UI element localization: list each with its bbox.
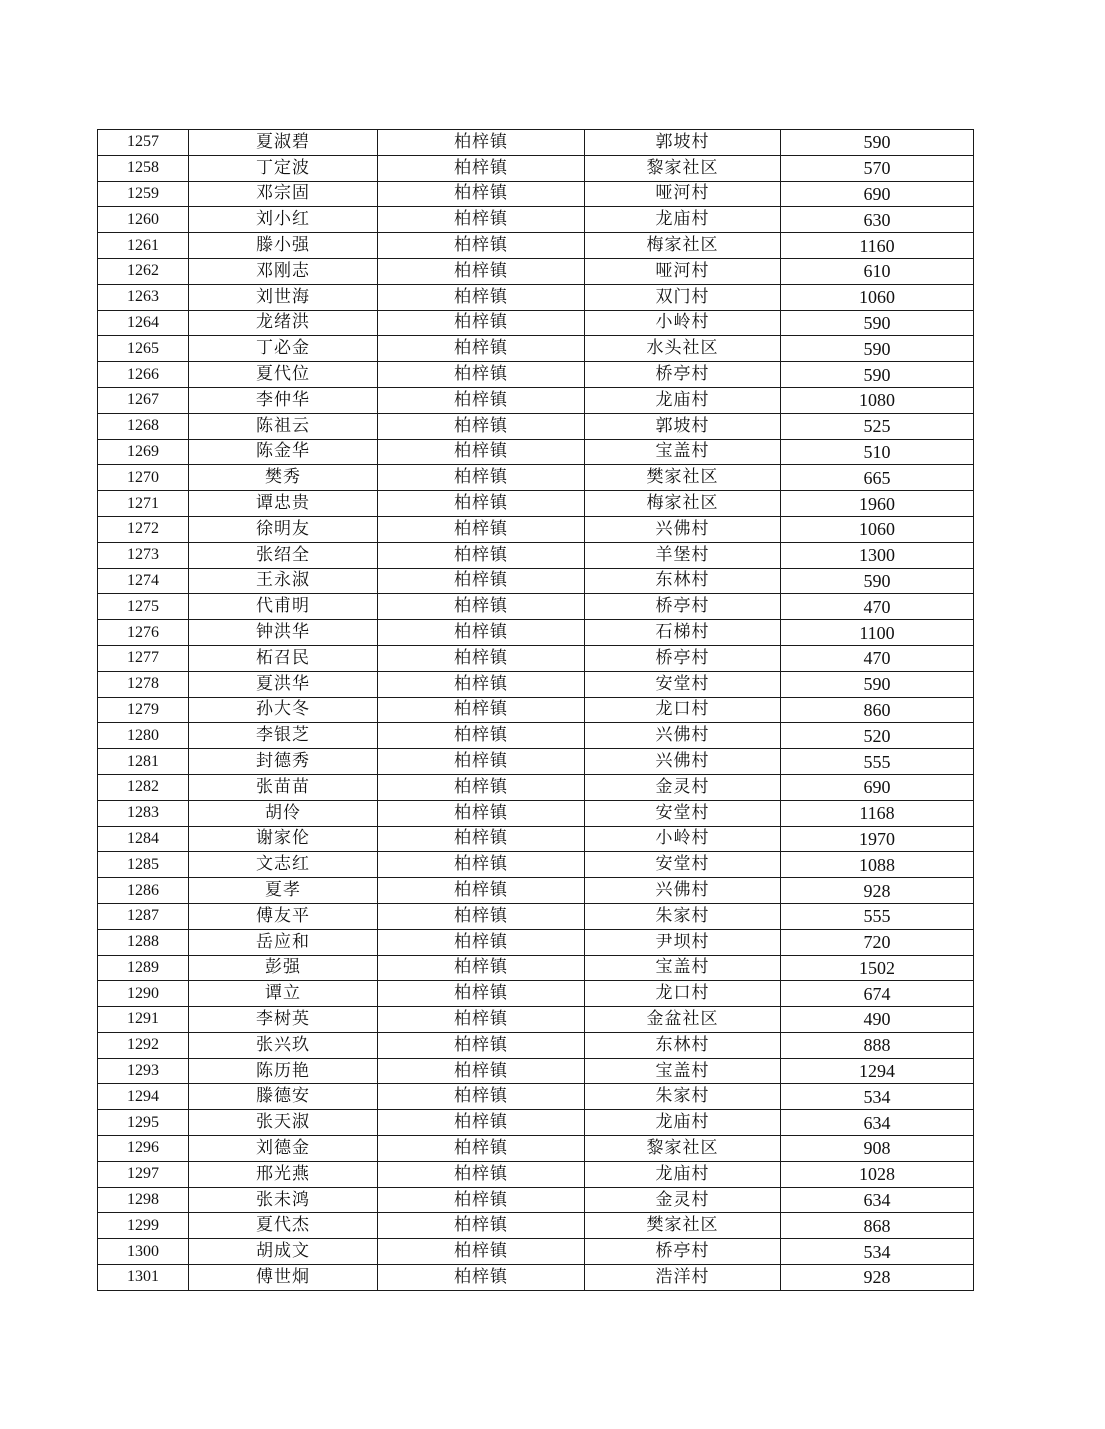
cell-name: 夏代位 xyxy=(189,362,378,388)
cell-village: 樊家社区 xyxy=(585,465,781,491)
cell-amount: 888 xyxy=(781,1032,974,1058)
cell-town: 柏梓镇 xyxy=(378,336,585,362)
cell-amount: 1028 xyxy=(781,1161,974,1187)
cell-amount: 470 xyxy=(781,594,974,620)
cell-town: 柏梓镇 xyxy=(378,1213,585,1239)
cell-amount: 590 xyxy=(781,336,974,362)
cell-amount: 634 xyxy=(781,1187,974,1213)
cell-seq: 1277 xyxy=(98,645,189,671)
cell-name: 李树英 xyxy=(189,1007,378,1033)
cell-seq: 1272 xyxy=(98,516,189,542)
cell-village: 兴佛村 xyxy=(585,516,781,542)
cell-amount: 490 xyxy=(781,1007,974,1033)
table-row xyxy=(98,181,974,207)
cell-name: 谢家伦 xyxy=(189,826,378,852)
cell-town: 柏梓镇 xyxy=(378,413,585,439)
cell-village: 金灵村 xyxy=(585,774,781,800)
cell-town: 柏梓镇 xyxy=(378,491,585,517)
cell-village: 朱家村 xyxy=(585,1084,781,1110)
cell-village: 水头社区 xyxy=(585,336,781,362)
cell-seq: 1274 xyxy=(98,568,189,594)
table-row xyxy=(98,1213,974,1239)
cell-town: 柏梓镇 xyxy=(378,155,585,181)
cell-town: 柏梓镇 xyxy=(378,258,585,284)
cell-seq: 1279 xyxy=(98,697,189,723)
cell-name: 邢光燕 xyxy=(189,1161,378,1187)
table-row xyxy=(98,594,974,620)
cell-amount: 1060 xyxy=(781,516,974,542)
cell-seq: 1267 xyxy=(98,387,189,413)
cell-seq: 1289 xyxy=(98,955,189,981)
table-row xyxy=(98,749,974,775)
cell-town: 柏梓镇 xyxy=(378,1032,585,1058)
cell-name: 谭立 xyxy=(189,981,378,1007)
cell-village: 龙口村 xyxy=(585,981,781,1007)
cell-town: 柏梓镇 xyxy=(378,723,585,749)
cell-town: 柏梓镇 xyxy=(378,878,585,904)
table-row xyxy=(98,155,974,181)
cell-town: 柏梓镇 xyxy=(378,671,585,697)
cell-name: 谭忠贵 xyxy=(189,491,378,517)
table-row xyxy=(98,284,974,310)
cell-seq: 1263 xyxy=(98,284,189,310)
cell-village: 宝盖村 xyxy=(585,1058,781,1084)
cell-seq: 1259 xyxy=(98,181,189,207)
cell-town: 柏梓镇 xyxy=(378,516,585,542)
cell-seq: 1291 xyxy=(98,1007,189,1033)
cell-village: 石梯村 xyxy=(585,620,781,646)
cell-seq: 1299 xyxy=(98,1213,189,1239)
cell-name: 胡伶 xyxy=(189,800,378,826)
table-row xyxy=(98,774,974,800)
cell-village: 桥亭村 xyxy=(585,594,781,620)
cell-amount: 1960 xyxy=(781,491,974,517)
cell-name: 文志红 xyxy=(189,852,378,878)
cell-amount: 570 xyxy=(781,155,974,181)
cell-village: 安堂村 xyxy=(585,671,781,697)
cell-town: 柏梓镇 xyxy=(378,645,585,671)
cell-seq: 1298 xyxy=(98,1187,189,1213)
cell-name: 彭强 xyxy=(189,955,378,981)
cell-name: 夏孝 xyxy=(189,878,378,904)
cell-name: 徐明友 xyxy=(189,516,378,542)
cell-town: 柏梓镇 xyxy=(378,233,585,259)
cell-town: 柏梓镇 xyxy=(378,800,585,826)
table-row xyxy=(98,800,974,826)
table-row xyxy=(98,439,974,465)
cell-village: 浩洋村 xyxy=(585,1265,781,1291)
cell-town: 柏梓镇 xyxy=(378,981,585,1007)
cell-seq: 1269 xyxy=(98,439,189,465)
cell-town: 柏梓镇 xyxy=(378,310,585,336)
cell-amount: 665 xyxy=(781,465,974,491)
cell-village: 东林村 xyxy=(585,568,781,594)
table-row xyxy=(98,645,974,671)
cell-town: 柏梓镇 xyxy=(378,1058,585,1084)
cell-amount: 674 xyxy=(781,981,974,1007)
table-row xyxy=(98,465,974,491)
cell-amount: 1080 xyxy=(781,387,974,413)
cell-village: 安堂村 xyxy=(585,800,781,826)
cell-amount: 630 xyxy=(781,207,974,233)
cell-village: 梅家社区 xyxy=(585,491,781,517)
cell-amount: 928 xyxy=(781,1265,974,1291)
table-row xyxy=(98,723,974,749)
table-row xyxy=(98,1136,974,1162)
cell-village: 宝盖村 xyxy=(585,439,781,465)
cell-name: 夏洪华 xyxy=(189,671,378,697)
cell-town: 柏梓镇 xyxy=(378,362,585,388)
cell-amount: 470 xyxy=(781,645,974,671)
table-row xyxy=(98,413,974,439)
cell-amount: 590 xyxy=(781,130,974,156)
cell-village: 东林村 xyxy=(585,1032,781,1058)
cell-name: 代甫明 xyxy=(189,594,378,620)
cell-amount: 1168 xyxy=(781,800,974,826)
cell-amount: 928 xyxy=(781,878,974,904)
cell-seq: 1270 xyxy=(98,465,189,491)
table-body xyxy=(98,130,974,1291)
cell-seq: 1258 xyxy=(98,155,189,181)
cell-seq: 1301 xyxy=(98,1265,189,1291)
cell-town: 柏梓镇 xyxy=(378,697,585,723)
cell-name: 封德秀 xyxy=(189,749,378,775)
cell-village: 桥亭村 xyxy=(585,645,781,671)
cell-town: 柏梓镇 xyxy=(378,1007,585,1033)
cell-town: 柏梓镇 xyxy=(378,1187,585,1213)
cell-amount: 555 xyxy=(781,903,974,929)
cell-amount: 534 xyxy=(781,1084,974,1110)
cell-town: 柏梓镇 xyxy=(378,929,585,955)
table-row xyxy=(98,542,974,568)
table-row xyxy=(98,1007,974,1033)
cell-town: 柏梓镇 xyxy=(378,542,585,568)
cell-village: 兴佛村 xyxy=(585,878,781,904)
cell-amount: 690 xyxy=(781,181,974,207)
cell-village: 兴佛村 xyxy=(585,723,781,749)
cell-name: 樊秀 xyxy=(189,465,378,491)
cell-name: 孙大冬 xyxy=(189,697,378,723)
cell-seq: 1261 xyxy=(98,233,189,259)
cell-village: 桥亭村 xyxy=(585,1239,781,1265)
cell-village: 桥亭村 xyxy=(585,362,781,388)
cell-amount: 720 xyxy=(781,929,974,955)
cell-village: 龙庙村 xyxy=(585,207,781,233)
cell-name: 邓刚志 xyxy=(189,258,378,284)
cell-seq: 1288 xyxy=(98,929,189,955)
cell-name: 夏代杰 xyxy=(189,1213,378,1239)
cell-seq: 1266 xyxy=(98,362,189,388)
cell-amount: 1502 xyxy=(781,955,974,981)
cell-seq: 1273 xyxy=(98,542,189,568)
cell-name: 龙绪洪 xyxy=(189,310,378,336)
cell-village: 安堂村 xyxy=(585,852,781,878)
cell-town: 柏梓镇 xyxy=(378,1136,585,1162)
cell-amount: 590 xyxy=(781,362,974,388)
table-row xyxy=(98,233,974,259)
cell-town: 柏梓镇 xyxy=(378,774,585,800)
cell-village: 哑河村 xyxy=(585,181,781,207)
table-row xyxy=(98,1187,974,1213)
cell-village: 宝盖村 xyxy=(585,955,781,981)
cell-village: 金盆社区 xyxy=(585,1007,781,1033)
cell-name: 刘世海 xyxy=(189,284,378,310)
cell-town: 柏梓镇 xyxy=(378,568,585,594)
table-row xyxy=(98,336,974,362)
cell-name: 岳应和 xyxy=(189,929,378,955)
cell-name: 张苗苗 xyxy=(189,774,378,800)
cell-amount: 590 xyxy=(781,310,974,336)
cell-village: 双门村 xyxy=(585,284,781,310)
cell-name: 胡成文 xyxy=(189,1239,378,1265)
cell-amount: 555 xyxy=(781,749,974,775)
cell-seq: 1283 xyxy=(98,800,189,826)
cell-seq: 1287 xyxy=(98,903,189,929)
cell-amount: 1088 xyxy=(781,852,974,878)
cell-name: 陈金华 xyxy=(189,439,378,465)
table-row xyxy=(98,362,974,388)
cell-seq: 1284 xyxy=(98,826,189,852)
cell-name: 丁定波 xyxy=(189,155,378,181)
cell-village: 黎家社区 xyxy=(585,155,781,181)
cell-name: 张兴玖 xyxy=(189,1032,378,1058)
cell-village: 龙庙村 xyxy=(585,1161,781,1187)
cell-seq: 1297 xyxy=(98,1161,189,1187)
table-row xyxy=(98,130,974,156)
cell-amount: 520 xyxy=(781,723,974,749)
cell-seq: 1294 xyxy=(98,1084,189,1110)
cell-village: 哑河村 xyxy=(585,258,781,284)
cell-seq: 1286 xyxy=(98,878,189,904)
cell-town: 柏梓镇 xyxy=(378,1265,585,1291)
cell-seq: 1290 xyxy=(98,981,189,1007)
cell-amount: 860 xyxy=(781,697,974,723)
cell-seq: 1300 xyxy=(98,1239,189,1265)
cell-seq: 1282 xyxy=(98,774,189,800)
cell-name: 邓宗固 xyxy=(189,181,378,207)
cell-village: 龙庙村 xyxy=(585,387,781,413)
table-row xyxy=(98,697,974,723)
table-row xyxy=(98,516,974,542)
table-row xyxy=(98,955,974,981)
cell-village: 郭坡村 xyxy=(585,130,781,156)
cell-town: 柏梓镇 xyxy=(378,620,585,646)
cell-amount: 610 xyxy=(781,258,974,284)
table-row xyxy=(98,491,974,517)
table-row xyxy=(98,1239,974,1265)
table-row xyxy=(98,387,974,413)
cell-seq: 1292 xyxy=(98,1032,189,1058)
cell-name: 李仲华 xyxy=(189,387,378,413)
table-row xyxy=(98,207,974,233)
cell-amount: 1060 xyxy=(781,284,974,310)
table-row xyxy=(98,258,974,284)
table-row xyxy=(98,671,974,697)
cell-name: 柘召民 xyxy=(189,645,378,671)
cell-amount: 590 xyxy=(781,671,974,697)
cell-name: 傅友平 xyxy=(189,903,378,929)
cell-seq: 1275 xyxy=(98,594,189,620)
table-row xyxy=(98,1265,974,1291)
table-row xyxy=(98,1110,974,1136)
cell-name: 滕德安 xyxy=(189,1084,378,1110)
cell-seq: 1278 xyxy=(98,671,189,697)
table-row xyxy=(98,568,974,594)
cell-town: 柏梓镇 xyxy=(378,439,585,465)
cell-name: 刘德金 xyxy=(189,1136,378,1162)
cell-amount: 1970 xyxy=(781,826,974,852)
table-row xyxy=(98,1032,974,1058)
cell-amount: 1300 xyxy=(781,542,974,568)
table-row xyxy=(98,878,974,904)
cell-town: 柏梓镇 xyxy=(378,955,585,981)
cell-seq: 1296 xyxy=(98,1136,189,1162)
cell-seq: 1293 xyxy=(98,1058,189,1084)
cell-village: 黎家社区 xyxy=(585,1136,781,1162)
cell-town: 柏梓镇 xyxy=(378,749,585,775)
cell-town: 柏梓镇 xyxy=(378,181,585,207)
cell-town: 柏梓镇 xyxy=(378,465,585,491)
cell-town: 柏梓镇 xyxy=(378,1161,585,1187)
cell-village: 兴佛村 xyxy=(585,749,781,775)
table-row xyxy=(98,852,974,878)
cell-seq: 1280 xyxy=(98,723,189,749)
table-row xyxy=(98,310,974,336)
cell-amount: 1160 xyxy=(781,233,974,259)
table-row xyxy=(98,1058,974,1084)
cell-village: 小岭村 xyxy=(585,310,781,336)
cell-village: 梅家社区 xyxy=(585,233,781,259)
cell-name: 陈历艳 xyxy=(189,1058,378,1084)
cell-seq: 1262 xyxy=(98,258,189,284)
data-table xyxy=(97,129,974,1291)
cell-village: 樊家社区 xyxy=(585,1213,781,1239)
cell-town: 柏梓镇 xyxy=(378,1110,585,1136)
table-row xyxy=(98,1161,974,1187)
cell-amount: 1294 xyxy=(781,1058,974,1084)
cell-seq: 1257 xyxy=(98,130,189,156)
cell-village: 龙口村 xyxy=(585,697,781,723)
cell-seq: 1295 xyxy=(98,1110,189,1136)
cell-amount: 634 xyxy=(781,1110,974,1136)
cell-town: 柏梓镇 xyxy=(378,594,585,620)
table-row xyxy=(98,826,974,852)
cell-seq: 1268 xyxy=(98,413,189,439)
cell-amount: 534 xyxy=(781,1239,974,1265)
cell-name: 张绍全 xyxy=(189,542,378,568)
cell-name: 陈祖云 xyxy=(189,413,378,439)
cell-town: 柏梓镇 xyxy=(378,284,585,310)
cell-town: 柏梓镇 xyxy=(378,1239,585,1265)
cell-village: 尹坝村 xyxy=(585,929,781,955)
table-row xyxy=(98,903,974,929)
cell-village: 小岭村 xyxy=(585,826,781,852)
table-row xyxy=(98,620,974,646)
cell-seq: 1281 xyxy=(98,749,189,775)
cell-town: 柏梓镇 xyxy=(378,207,585,233)
cell-town: 柏梓镇 xyxy=(378,903,585,929)
cell-town: 柏梓镇 xyxy=(378,387,585,413)
cell-amount: 510 xyxy=(781,439,974,465)
cell-town: 柏梓镇 xyxy=(378,130,585,156)
cell-name: 李银芝 xyxy=(189,723,378,749)
cell-town: 柏梓镇 xyxy=(378,1084,585,1110)
cell-village: 郭坡村 xyxy=(585,413,781,439)
table-row xyxy=(98,929,974,955)
cell-name: 钟洪华 xyxy=(189,620,378,646)
cell-amount: 690 xyxy=(781,774,974,800)
cell-amount: 908 xyxy=(781,1136,974,1162)
cell-name: 张天淑 xyxy=(189,1110,378,1136)
cell-seq: 1271 xyxy=(98,491,189,517)
cell-amount: 525 xyxy=(781,413,974,439)
cell-seq: 1285 xyxy=(98,852,189,878)
cell-name: 夏淑碧 xyxy=(189,130,378,156)
cell-town: 柏梓镇 xyxy=(378,852,585,878)
cell-name: 王永淑 xyxy=(189,568,378,594)
cell-amount: 590 xyxy=(781,568,974,594)
cell-village: 金灵村 xyxy=(585,1187,781,1213)
cell-town: 柏梓镇 xyxy=(378,826,585,852)
cell-name: 刘小红 xyxy=(189,207,378,233)
cell-name: 丁必金 xyxy=(189,336,378,362)
cell-amount: 868 xyxy=(781,1213,974,1239)
cell-name: 张未鸿 xyxy=(189,1187,378,1213)
cell-name: 滕小强 xyxy=(189,233,378,259)
table-row xyxy=(98,981,974,1007)
cell-seq: 1264 xyxy=(98,310,189,336)
cell-name: 傅世炯 xyxy=(189,1265,378,1291)
cell-village: 龙庙村 xyxy=(585,1110,781,1136)
cell-village: 羊堡村 xyxy=(585,542,781,568)
cell-seq: 1276 xyxy=(98,620,189,646)
cell-seq: 1265 xyxy=(98,336,189,362)
cell-village: 朱家村 xyxy=(585,903,781,929)
cell-amount: 1100 xyxy=(781,620,974,646)
table-row xyxy=(98,1084,974,1110)
cell-seq: 1260 xyxy=(98,207,189,233)
